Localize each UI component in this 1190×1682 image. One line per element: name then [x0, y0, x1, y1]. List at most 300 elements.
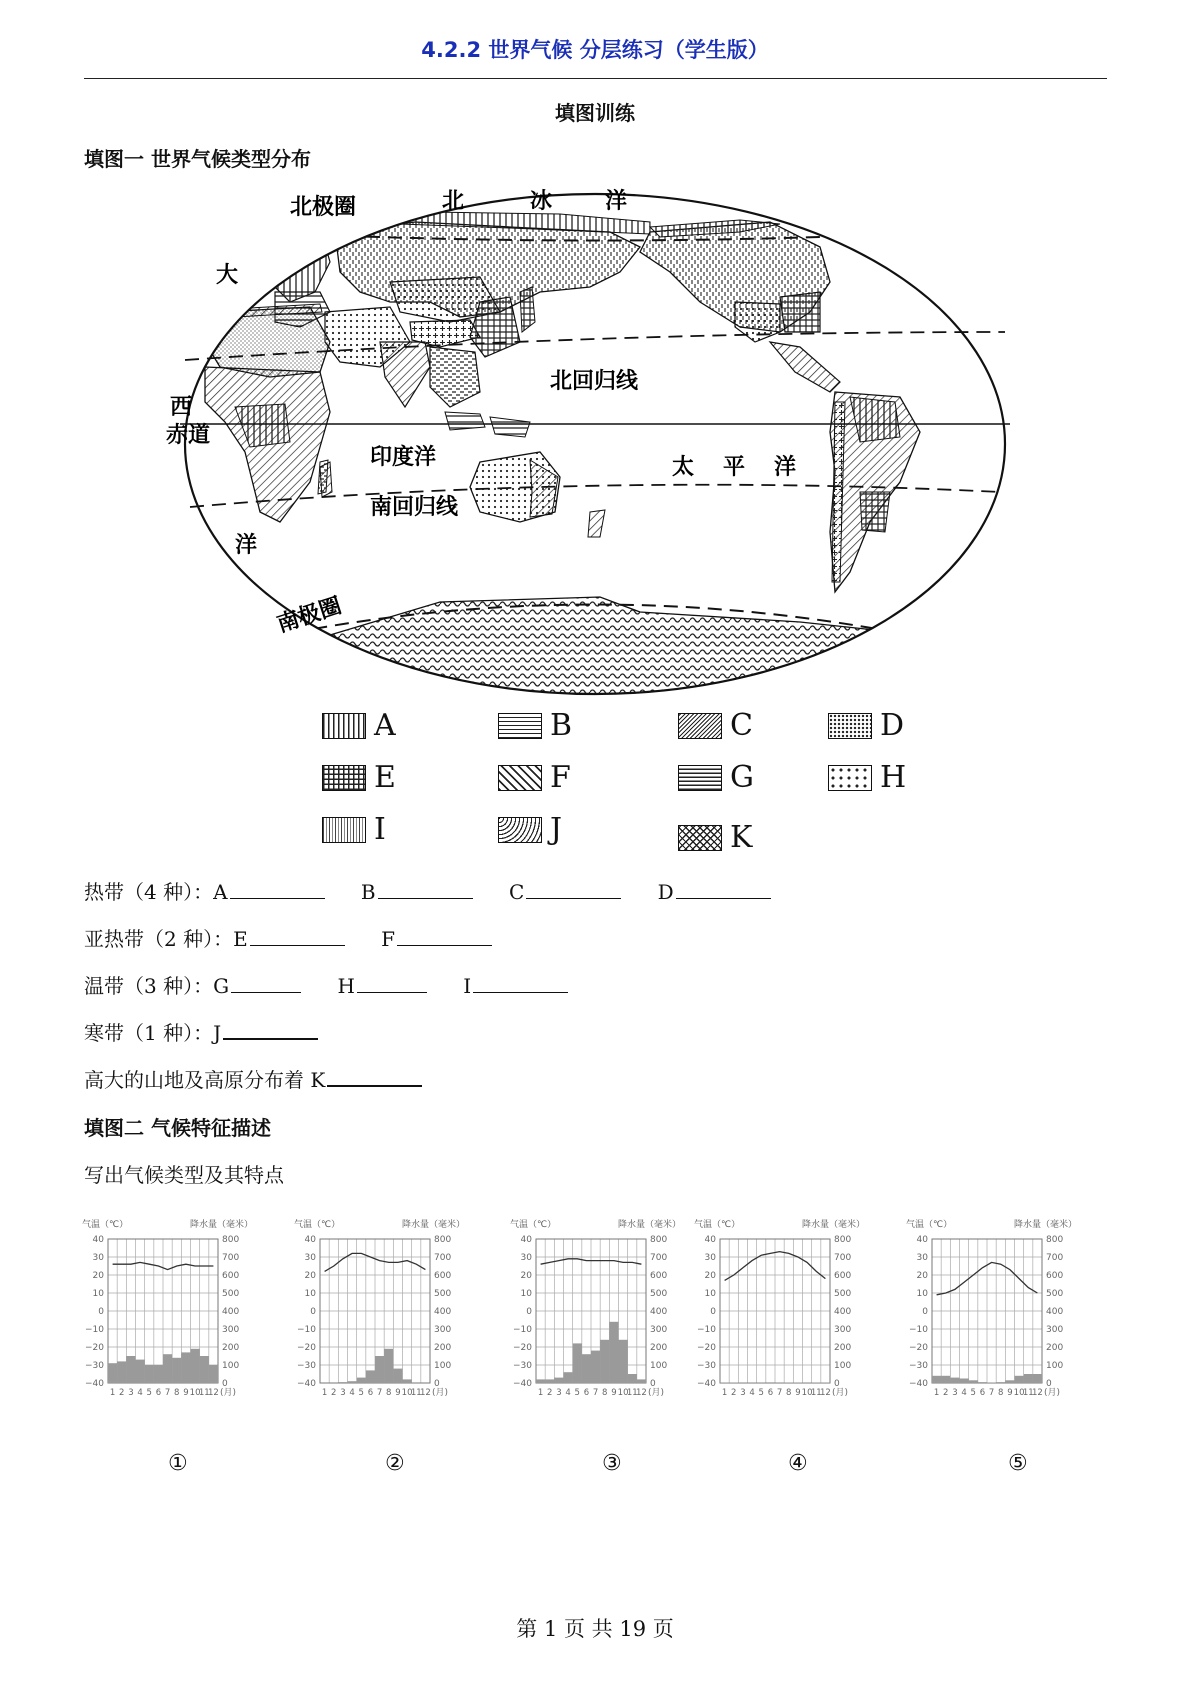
month-tick-label: 5: [146, 1388, 152, 1398]
precip-bar: [403, 1379, 412, 1383]
month-unit-label: (月): [432, 1388, 449, 1398]
world-climate-map: [166, 189, 1010, 697]
month-tick-label: 6: [367, 1388, 374, 1398]
blank-k[interactable]: [327, 1065, 422, 1087]
legend-label-f: F: [550, 760, 571, 795]
section-title: 填图训练: [555, 101, 635, 125]
blank-d[interactable]: [676, 878, 771, 899]
climate-charts: [80, 1215, 1100, 1476]
month-tick-label: 10: [189, 1388, 201, 1398]
precip-tick-label: 800: [834, 1235, 852, 1245]
climate-chart-1: [80, 1215, 270, 1425]
month-tick-label: 7: [592, 1388, 599, 1398]
temp-tick-label: −30: [513, 1361, 532, 1371]
tropical-label-a: A: [213, 880, 228, 904]
precip-tick-label: 400: [650, 1307, 668, 1317]
row-highland: [84, 1064, 422, 1093]
precip-bar: [1005, 1380, 1014, 1383]
precip-tick-label: 500: [222, 1289, 240, 1299]
month-tick-label: 3: [556, 1388, 562, 1398]
temp-tick-label: −30: [697, 1361, 716, 1371]
month-tick-label: 9: [795, 1388, 801, 1398]
legend-label-i: I: [374, 812, 386, 847]
precip-tick-label: 800: [1046, 1235, 1064, 1245]
month-tick-label: 1: [933, 1388, 940, 1398]
precip-tick-label: 300: [834, 1325, 852, 1335]
precip-tick-label: 300: [434, 1325, 452, 1335]
temp-tick-label: 10: [92, 1289, 104, 1299]
temp-tick-label: 0: [710, 1307, 716, 1317]
map-label-pacific-yang: 洋: [774, 455, 797, 480]
precip-tick-label: 200: [222, 1343, 240, 1353]
legend-swatch-sparse-dots: [828, 765, 872, 791]
precip-tick-label: 100: [434, 1361, 452, 1371]
legend-label-h: H: [880, 760, 907, 795]
precip-bar: [628, 1374, 637, 1383]
blank-b[interactable]: [378, 878, 473, 899]
month-unit-label: (月): [220, 1388, 237, 1398]
precip-bar: [126, 1356, 135, 1383]
blank-h[interactable]: [357, 972, 427, 993]
row-tropical: [84, 876, 771, 905]
temp-tick-label: 30: [704, 1253, 716, 1263]
temp-tick-label: 20: [520, 1271, 532, 1281]
blank-j[interactable]: [223, 1018, 318, 1040]
precip-bar: [564, 1372, 573, 1383]
month-tick-label: 8: [602, 1388, 608, 1398]
temp-tick-label: 30: [304, 1253, 316, 1263]
temp-axis-title: 气温（℃）: [82, 1220, 129, 1230]
row-cold-prefix: 寒带（1 种）：: [84, 1021, 214, 1045]
temp-tick-label: −40: [85, 1379, 104, 1389]
temp-tick-label: −20: [85, 1343, 104, 1353]
temp-axis-title: 气温（℃）: [510, 1220, 557, 1230]
legend-label-a: A: [374, 708, 396, 743]
map-label-atlantic-da: 大: [216, 263, 239, 288]
legend-swatch-grid: [322, 765, 366, 791]
map-label-atlantic-xi: 西: [170, 395, 193, 420]
precip-tick-label: 700: [222, 1253, 240, 1263]
precip-tick-label: 600: [222, 1271, 240, 1281]
month-tick-label: 3: [128, 1388, 134, 1398]
legend-item-d: [828, 708, 904, 743]
precip-bar: [582, 1354, 591, 1383]
month-tick-label: 11: [810, 1388, 822, 1398]
month-tick-label: 1: [721, 1388, 728, 1398]
temp-tick-label: −10: [697, 1325, 716, 1335]
legend-swatch-dashed: [498, 713, 542, 739]
precip-bar: [1024, 1374, 1033, 1383]
temp-tick-label: 40: [304, 1235, 316, 1245]
chart-marker-3: ③: [602, 1451, 622, 1476]
precip-bar: [573, 1343, 582, 1383]
cold-label-j: J: [213, 1021, 222, 1045]
temp-tick-label: 30: [520, 1253, 532, 1263]
precip-bar: [536, 1379, 545, 1383]
row-tropical-prefix: 热带（4 种）：: [84, 880, 214, 904]
precip-bar: [1033, 1374, 1042, 1383]
precip-tick-label: 200: [434, 1343, 452, 1353]
precip-axis-title: 降水量（毫米）: [618, 1220, 682, 1230]
month-tick-label: 5: [574, 1388, 580, 1398]
row-subtropical-prefix: 亚热带（2 种）：: [84, 927, 234, 951]
precip-bar: [145, 1365, 154, 1383]
month-tick-label: 12: [420, 1388, 431, 1398]
precip-tick-label: 200: [834, 1343, 852, 1353]
map-label-equator: 赤道: [166, 423, 211, 448]
precip-tick-label: 700: [650, 1253, 668, 1263]
temperate-label-h: H: [337, 974, 355, 998]
month-tick-label: 6: [155, 1388, 162, 1398]
month-tick-label: 10: [1013, 1388, 1025, 1398]
month-tick-label: 10: [617, 1388, 629, 1398]
precip-bar: [1015, 1376, 1024, 1383]
month-tick-label: 1: [109, 1388, 116, 1398]
precip-axis-title: 降水量（毫米）: [190, 1220, 254, 1230]
precip-bar: [978, 1382, 987, 1383]
precip-bar: [154, 1365, 163, 1383]
precip-tick-label: 100: [834, 1361, 852, 1371]
month-tick-label: 4: [749, 1388, 755, 1398]
precip-bar: [200, 1356, 209, 1383]
month-tick-label: 8: [174, 1388, 180, 1398]
precip-tick-label: 300: [650, 1325, 668, 1335]
precip-tick-label: 800: [222, 1235, 240, 1245]
precip-tick-label: 300: [1046, 1325, 1064, 1335]
temp-tick-label: −30: [85, 1361, 104, 1371]
month-tick-label: 9: [395, 1388, 401, 1398]
row-cold: [84, 1017, 318, 1046]
temp-tick-label: −20: [297, 1343, 316, 1353]
temp-tick-label: −30: [909, 1361, 928, 1371]
month-tick-label: 7: [164, 1388, 171, 1398]
precip-bar: [393, 1369, 402, 1383]
row-temperate-prefix: 温带（3 种）：: [84, 974, 214, 998]
legend-label-j: J: [550, 812, 563, 847]
precip-tick-label: 0: [834, 1379, 840, 1389]
precip-bar: [960, 1379, 969, 1384]
precip-tick-label: 100: [1046, 1361, 1064, 1371]
legend-swatch-vertical: [322, 713, 366, 739]
precip-tick-label: 400: [834, 1307, 852, 1317]
precip-bar: [163, 1354, 172, 1383]
temp-tick-label: −20: [909, 1343, 928, 1353]
header-rule: [84, 78, 1107, 79]
precip-bar: [619, 1340, 628, 1383]
precip-axis-title: 降水量（毫米）: [402, 1220, 466, 1230]
tropical-label-d: D: [657, 880, 674, 904]
month-unit-label: (月): [1044, 1388, 1061, 1398]
month-tick-label: 11: [198, 1388, 210, 1398]
precip-tick-label: 100: [650, 1361, 668, 1371]
temp-tick-label: 0: [922, 1307, 928, 1317]
precip-bar: [191, 1349, 200, 1383]
precip-bar: [348, 1381, 357, 1383]
temp-tick-label: 0: [526, 1307, 532, 1317]
temp-axis-title: 气温（℃）: [906, 1220, 953, 1230]
legend-item-e: [322, 760, 396, 795]
temp-tick-label: −10: [513, 1325, 532, 1335]
map-label-pacific-tai: 太: [672, 455, 695, 480]
map-label-pacific-ping: 平: [723, 455, 746, 480]
temp-tick-label: −20: [697, 1343, 716, 1353]
legend-item-j: [498, 812, 562, 847]
month-tick-label: 3: [340, 1388, 346, 1398]
month-tick-label: 6: [767, 1388, 774, 1398]
temp-tick-label: 40: [520, 1235, 532, 1245]
precip-tick-label: 700: [434, 1253, 452, 1263]
legend-label-k: K: [730, 820, 753, 855]
precip-tick-label: 500: [434, 1289, 452, 1299]
precip-tick-label: 600: [834, 1271, 852, 1281]
blank-a[interactable]: [230, 878, 325, 899]
precip-tick-label: 0: [434, 1379, 440, 1389]
legend-swatch-waves: [498, 817, 542, 843]
chart-marker-1: ①: [168, 1451, 188, 1476]
legend-item-b: [498, 708, 572, 743]
precip-bar: [209, 1365, 218, 1383]
month-tick-label: 2: [731, 1388, 737, 1398]
precip-tick-label: 800: [434, 1235, 452, 1245]
month-tick-label: 11: [626, 1388, 638, 1398]
blank-i[interactable]: [473, 972, 568, 993]
precip-tick-label: 400: [222, 1307, 240, 1317]
precip-bar: [366, 1370, 375, 1383]
precip-bar: [375, 1356, 384, 1383]
map-label-arctic-circle: 北极圈: [290, 195, 357, 220]
legend-item-h: [828, 760, 906, 795]
month-tick-label: 5: [758, 1388, 764, 1398]
map-label-antarctic-circle: 南极圈: [274, 593, 345, 638]
month-tick-label: 3: [952, 1388, 958, 1398]
precip-bar: [591, 1351, 600, 1383]
chart-marker-2: ②: [385, 1451, 405, 1476]
temp-tick-label: 10: [916, 1289, 928, 1299]
precip-tick-label: 0: [650, 1379, 656, 1389]
month-tick-label: 2: [943, 1388, 949, 1398]
temp-tick-label: 10: [304, 1289, 316, 1299]
precip-tick-label: 0: [222, 1379, 228, 1389]
precip-bar: [136, 1360, 145, 1383]
month-tick-label: 6: [583, 1388, 590, 1398]
month-tick-label: 4: [137, 1388, 143, 1398]
legend-label-e: E: [374, 760, 396, 795]
precip-tick-label: 0: [1046, 1379, 1052, 1389]
precip-tick-label: 800: [650, 1235, 668, 1245]
precip-bar: [384, 1349, 393, 1383]
temperate-label-g: G: [213, 974, 230, 998]
temp-tick-label: −10: [297, 1325, 316, 1335]
map-label-arctic-north: 北: [442, 189, 465, 214]
legend-swatch-fine-dots: [828, 713, 872, 739]
precip-tick-label: 600: [434, 1271, 452, 1281]
row-highland-text: 高大的山地及高原分布着 K: [84, 1068, 326, 1092]
precip-bar: [357, 1378, 366, 1383]
temp-tick-label: −40: [513, 1379, 532, 1389]
month-tick-label: 8: [998, 1388, 1004, 1398]
precip-bar: [941, 1376, 950, 1383]
precip-bar: [338, 1382, 347, 1383]
month-tick-label: 12: [208, 1388, 219, 1398]
precip-tick-label: 700: [1046, 1253, 1064, 1263]
legend-label-c: C: [730, 708, 753, 743]
precip-tick-label: 500: [1046, 1289, 1064, 1299]
climate-chart-2: [292, 1215, 482, 1425]
precip-tick-label: 200: [1046, 1343, 1064, 1353]
temp-tick-label: −30: [297, 1361, 316, 1371]
legend-item-k: [678, 820, 752, 855]
blank-g[interactable]: [231, 972, 301, 993]
precip-tick-label: 200: [650, 1343, 668, 1353]
month-tick-label: 12: [1032, 1388, 1043, 1398]
precip-bar: [545, 1379, 554, 1383]
month-unit-label: (月): [832, 1388, 849, 1398]
map-label-tropic-cancer: 北回归线: [550, 369, 639, 394]
precip-tick-label: 500: [650, 1289, 668, 1299]
temp-tick-label: 30: [92, 1253, 104, 1263]
blank-c[interactable]: [526, 878, 621, 899]
precip-bar: [181, 1352, 190, 1383]
precip-tick-label: 400: [1046, 1307, 1064, 1317]
precip-bar: [950, 1378, 959, 1383]
precip-bar: [609, 1322, 618, 1383]
legend-swatch-back-diagonal: [678, 713, 722, 739]
climate-chart-5: [904, 1215, 1094, 1425]
map-label-atlantic-yang: 洋: [235, 533, 258, 558]
precip-tick-label: 100: [222, 1361, 240, 1371]
tropical-label-c: C: [508, 880, 525, 904]
temp-tick-label: 10: [520, 1289, 532, 1299]
precip-bar: [932, 1376, 941, 1383]
month-tick-label: 10: [401, 1388, 413, 1398]
temp-tick-label: −40: [909, 1379, 928, 1389]
precip-axis-title: 降水量（毫米）: [1014, 1220, 1078, 1230]
temp-tick-label: −20: [513, 1343, 532, 1353]
temp-tick-label: −10: [909, 1325, 928, 1335]
temp-tick-label: 40: [92, 1235, 104, 1245]
document-title: 4.2.2 世界气候 分层练习（学生版）: [421, 38, 769, 62]
row-temperate: [84, 970, 568, 999]
precip-bar: [600, 1340, 609, 1383]
month-tick-label: 7: [988, 1388, 995, 1398]
legend-label-d: D: [880, 708, 905, 743]
temp-tick-label: 0: [98, 1307, 104, 1317]
map-label-tropic-capricorn: 南回归线: [370, 495, 459, 520]
month-tick-label: 4: [961, 1388, 967, 1398]
precip-tick-label: 500: [834, 1289, 852, 1299]
month-tick-label: 11: [410, 1388, 422, 1398]
legend-swatch-crosshatch: [678, 825, 722, 851]
chart-marker-4: ④: [788, 1451, 808, 1476]
legend-swatch-diagonal: [498, 765, 542, 791]
month-tick-label: 2: [119, 1388, 125, 1398]
month-tick-label: 5: [970, 1388, 976, 1398]
precip-tick-label: 300: [222, 1325, 240, 1335]
page-footer: 第 1 页 共 19 页: [516, 1617, 674, 1641]
month-tick-label: 12: [636, 1388, 647, 1398]
month-tick-label: 2: [547, 1388, 553, 1398]
part2-heading: 填图二 气候特征描述: [84, 1116, 271, 1140]
month-tick-label: 7: [776, 1388, 783, 1398]
month-tick-label: 11: [1022, 1388, 1034, 1398]
temp-tick-label: −40: [697, 1379, 716, 1389]
temp-tick-label: 10: [704, 1289, 716, 1299]
precip-bar: [969, 1380, 978, 1383]
temp-tick-label: −40: [297, 1379, 316, 1389]
month-tick-label: 8: [386, 1388, 392, 1398]
month-tick-label: 7: [376, 1388, 383, 1398]
legend-label-g: G: [730, 760, 754, 795]
legend-item-c: [678, 708, 753, 743]
month-tick-label: 1: [537, 1388, 544, 1398]
chart-marker-5: ⑤: [1008, 1451, 1028, 1476]
temp-axis-title: 气温（℃）: [694, 1220, 741, 1230]
precip-bar: [172, 1358, 181, 1383]
temperate-label-i: I: [463, 974, 472, 998]
legend-item-f: [498, 760, 571, 795]
blank-f[interactable]: [397, 925, 492, 946]
blank-e[interactable]: [250, 925, 345, 946]
temp-tick-label: −10: [85, 1325, 104, 1335]
temp-tick-label: 20: [92, 1271, 104, 1281]
legend-label-b: B: [550, 708, 573, 743]
legend-item-a: [322, 708, 396, 743]
map-label-arctic-bing: 冰: [530, 189, 553, 214]
subtropical-label-f: F: [381, 927, 395, 951]
legend-swatch-vertical-dashes: [322, 817, 366, 843]
tropical-label-b: B: [360, 880, 376, 904]
temp-tick-label: 0: [310, 1307, 316, 1317]
month-tick-label: 4: [349, 1388, 355, 1398]
precip-tick-label: 600: [1046, 1271, 1064, 1281]
legend-swatch-horizontal: [678, 765, 722, 791]
climate-chart-3: [508, 1215, 698, 1425]
row-subtropical: [84, 923, 492, 952]
month-tick-label: 3: [740, 1388, 746, 1398]
month-unit-label: (月): [648, 1388, 665, 1398]
precip-bar: [554, 1378, 563, 1383]
precip-tick-label: 400: [434, 1307, 452, 1317]
climate-chart-4: [692, 1215, 882, 1425]
month-tick-label: 5: [358, 1388, 364, 1398]
month-tick-label: 8: [786, 1388, 792, 1398]
temp-tick-label: 30: [916, 1253, 928, 1263]
month-tick-label: 2: [331, 1388, 337, 1398]
precip-bar: [996, 1382, 1005, 1383]
temp-axis-title: 气温（℃）: [294, 1220, 341, 1230]
precip-bar: [108, 1363, 117, 1383]
map-label-arctic-yang: 洋: [605, 189, 628, 214]
month-tick-label: 12: [820, 1388, 831, 1398]
temp-tick-label: 40: [704, 1235, 716, 1245]
precip-bar: [637, 1379, 646, 1383]
temp-tick-label: 20: [704, 1271, 716, 1281]
temp-tick-label: 20: [304, 1271, 316, 1281]
temp-tick-label: 40: [916, 1235, 928, 1245]
part1-heading: 填图一 世界气候类型分布: [84, 147, 311, 171]
legend-item-g: [678, 760, 754, 795]
month-tick-label: 9: [1007, 1388, 1013, 1398]
month-tick-label: 10: [801, 1388, 813, 1398]
precip-tick-label: 600: [650, 1271, 668, 1281]
month-tick-label: 9: [183, 1388, 189, 1398]
month-tick-label: 9: [611, 1388, 617, 1398]
month-tick-label: 1: [321, 1388, 328, 1398]
precip-axis-title: 降水量（毫米）: [802, 1220, 866, 1230]
legend-item-i: [322, 812, 386, 847]
subtropical-label-e: E: [233, 927, 248, 951]
precip-bar: [117, 1361, 126, 1383]
